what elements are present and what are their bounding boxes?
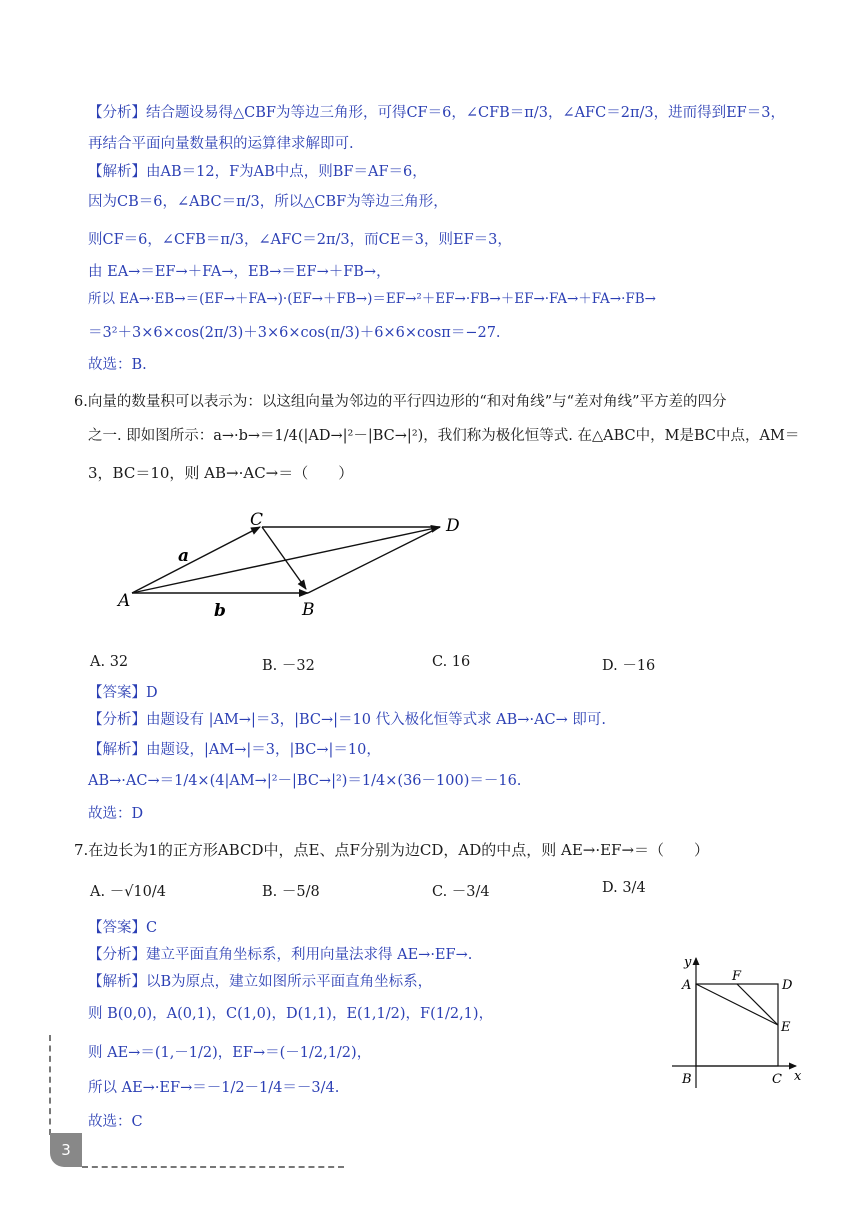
q6-answer: 【答案】D [88,685,158,701]
q7-solution-line4: 所以 AE→·EF→＝－1/2－1/4＝－3/4. [88,1080,340,1096]
label-C: C [772,1072,782,1087]
label-B: B [682,1072,692,1087]
square-ABCD [696,984,778,1066]
label-D: D [446,516,460,536]
q6-solution-line2: AB→·AC→＝1/4×(4|AM→|²－|BC→|²)＝1/4×(36－100)＝－16. [88,773,522,789]
q5-solution-line2: 因为CB＝6，∠ABC＝π/3，所以△CBF为等边三角形， [88,194,448,210]
q5-solution-line6: ＝3²＋3×6×cos(2π/3)＋3×6×cos(π/3)＋6×6×cosπ＝−27. [88,325,501,341]
q7-option-b: B. －5/8 [262,884,320,900]
label-D: D [782,978,793,993]
q6-option-a: A. 32 [90,654,129,670]
label-C: C [250,510,264,530]
segment-EF [737,984,778,1025]
q7-option-a: A. －√10/4 [90,884,166,900]
footer-dashed-horizontal [82,1166,344,1168]
q5-solution-line1: 【解析】由AB＝12，F为AB中点，则BF＝AF＝6， [88,164,427,180]
q7-stem: 7.在边长为1的正方形ABCD中，点E、点F分别为边CD，AD的中点，则 AE→·EF→＝（ ） [74,841,710,859]
page-number: 3 [50,1133,82,1167]
q7-coordinate-figure [668,952,813,1092]
label-x: x [794,1069,802,1084]
q6-parallelogram-figure [110,505,480,625]
label-a: a [178,546,190,566]
q7-choice: 故选：C [88,1114,143,1130]
segment-AE [696,984,778,1025]
q7-answer: 【答案】C [88,920,158,936]
q7-option-d: D. 3/4 [602,880,646,896]
q6-choice: 故选：D [88,806,144,822]
q5-analysis-line2: 再结合平面向量数量积的运算律求解即可. [88,136,354,152]
q6-option-c: C. 16 [432,654,471,670]
q6-option-d: D. －16 [602,658,656,674]
q5-solution-line5: 所以 EA→·EB→＝(EF→＋FA→)·(EF→＋FB→)＝EF→²＋EF→·FB→＋EF→·FA→＋FA→·FB→ [88,291,656,307]
label-b: b [214,601,226,621]
q6-stem-line2: 之一. 即如图所示：a→·b→＝1/4(|AD→|²－|BC→|²)，我们称为极化恒等式. 在△ABC中，M是BC中点，AM＝ [88,428,800,444]
q7-solution-line2: 则 B(0,0)，A(0,1)，C(1,0)，D(1,1)，E(1,1/2)，F(1/2,1)， [88,1006,494,1022]
q5-analysis-line1: 【分析】结合题设易得△CBF为等边三角形，可得CF＝6，∠CFB＝π/3，∠AFC＝2π/3，进而得到EF＝3， [88,105,785,121]
vector-CB [262,527,306,589]
q7-solution-line1: 【解析】以B为原点，建立如图所示平面直角坐标系， [88,974,433,990]
label-A: A [118,591,131,611]
q6-analysis: 【分析】由题设有 |AM→|＝3，|BC→|＝10 代入极化恒等式求 AB→·AC→ 即可. [88,712,606,728]
q7-solution-line3: 则 AE→＝(1,－1/2)，EF→＝(－1/2,1/2)， [88,1045,372,1061]
q7-option-c: C. －3/4 [432,884,490,900]
label-y: y [684,955,692,970]
label-E: E [781,1020,791,1035]
label-B: B [302,600,315,620]
vector-a-AC [132,527,260,593]
segment-BD [308,527,440,593]
label-F: F [732,969,742,984]
q6-stem-line1: 6.向量的数量积可以表示为：以这组向量为邻边的平行四边形的“和对角线”与“差对角线”平方差的四分 [74,394,727,410]
q6-option-b: B. －32 [262,658,315,674]
label-A: A [682,978,692,993]
footer-dashed-vertical [49,1035,51,1135]
q7-analysis: 【分析】建立平面直角坐标系，利用向量法求得 AE→·EF→. [88,947,473,963]
q5-choice: 故选：B. [88,357,147,373]
q5-solution-line4: 由 EA→＝EF→＋FA→，EB→＝EF→＋FB→， [88,264,391,280]
q5-solution-line3: 则CF＝6，∠CFB＝π/3，∠AFC＝2π/3，而CE＝3，则EF＝3， [88,232,512,248]
q6-solution-line1: 【解析】由题设，|AM→|＝3，|BC→|＝10， [88,742,381,758]
q6-stem-line3: 3，BC＝10，则 AB→·AC→＝（ ） [88,464,354,482]
